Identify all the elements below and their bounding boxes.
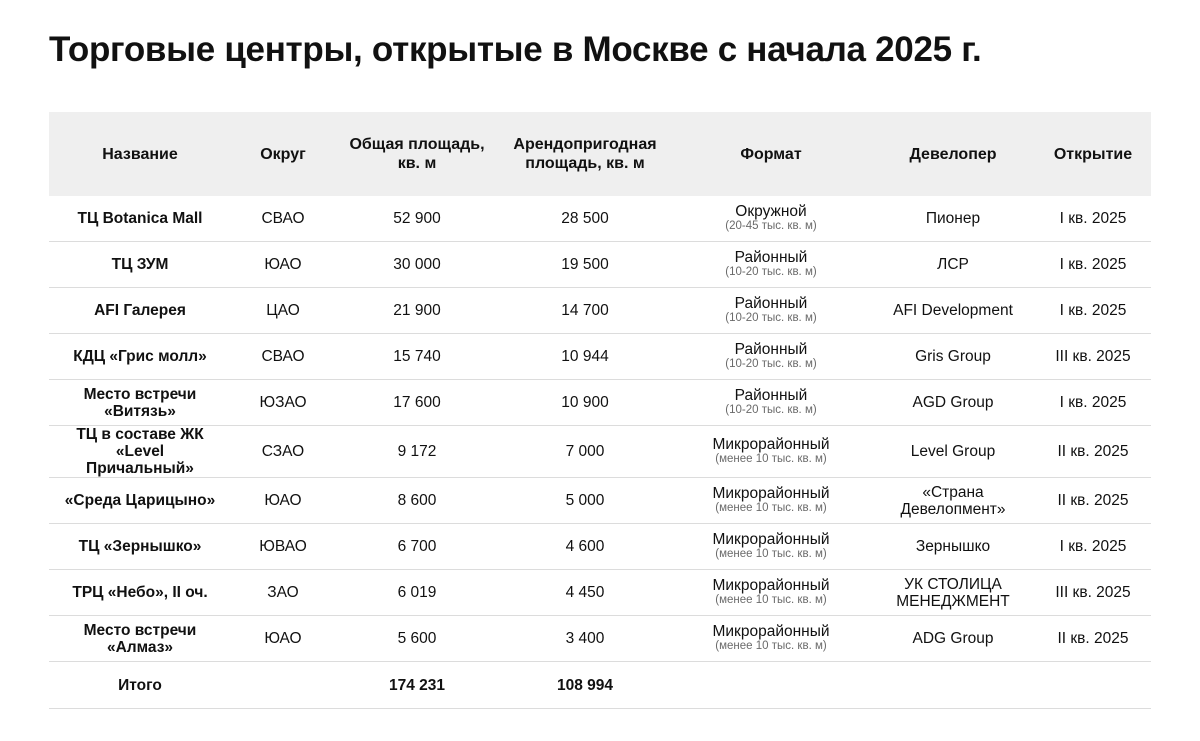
table-row (49, 570, 1151, 616)
total-label: Итого (49, 662, 231, 709)
format-size-note: (10-20 тыс. кв. м) (725, 312, 817, 324)
cell-opening (1035, 570, 1151, 616)
cell-opening (1035, 334, 1151, 380)
cell-rentable-area-text: 19 500 (561, 256, 609, 273)
cell-rentable-area (499, 380, 671, 426)
cell-format (671, 334, 871, 380)
cell-total-area (335, 478, 499, 524)
cell-district (231, 616, 335, 662)
format-label: Районный (734, 387, 808, 404)
cell-opening-text: I кв. 2025 (1059, 210, 1127, 227)
cell-district (231, 524, 335, 570)
cell-total-area-text: 9 172 (397, 443, 437, 460)
cell-developer (871, 380, 1035, 426)
cell-name-text: Место встречи «Алмаз» (83, 621, 197, 656)
total-empty-opening (1035, 662, 1151, 709)
table-row (49, 616, 1151, 662)
table-row (49, 426, 1151, 478)
cell-district-text: ЗАО (267, 584, 299, 601)
cell-total-area (335, 334, 499, 380)
cell-developer (871, 570, 1035, 616)
cell-rentable-area-text: 14 700 (561, 302, 609, 319)
table-row (49, 334, 1151, 380)
cell-opening-text: II кв. 2025 (1057, 443, 1129, 460)
cell-total-area (335, 380, 499, 426)
cell-opening (1035, 616, 1151, 662)
total-rentable-area: 108 994 (499, 662, 671, 709)
cell-district-text: ЮАО (264, 256, 302, 273)
cell-format (671, 288, 871, 334)
cell-opening-text: III кв. 2025 (1055, 584, 1131, 601)
header-district: Округ (231, 112, 335, 196)
cell-opening-text: II кв. 2025 (1057, 630, 1129, 647)
cell-rentable-area (499, 288, 671, 334)
total-row (49, 662, 1151, 709)
header-total-area (335, 112, 499, 196)
cell-opening-text: I кв. 2025 (1059, 256, 1127, 273)
cell-name (49, 196, 231, 242)
header-rentable-area (499, 112, 671, 196)
format-label: Микрорайонный (712, 436, 830, 453)
cell-opening-text: I кв. 2025 (1059, 394, 1127, 411)
cell-total-area-text: 30 000 (393, 256, 441, 273)
cell-developer (871, 478, 1035, 524)
cell-name-text: Место встречи «Витязь» (83, 385, 197, 420)
cell-name (49, 242, 231, 288)
cell-rentable-area-text: 10 944 (561, 348, 609, 365)
cell-rentable-area (499, 196, 671, 242)
format-label: Микрорайонный (712, 577, 830, 594)
cell-district (231, 242, 335, 288)
cell-opening (1035, 242, 1151, 288)
cell-rentable-area-text: 4 450 (565, 584, 605, 601)
cell-name (49, 616, 231, 662)
total-empty-format (671, 662, 871, 709)
cell-developer (871, 196, 1035, 242)
cell-district (231, 196, 335, 242)
cell-district-text: ЮВАО (259, 538, 307, 555)
cell-format (671, 426, 871, 478)
cell-name-text: ТЦ Botanica Mall (77, 210, 203, 227)
cell-district (231, 380, 335, 426)
cell-developer (871, 524, 1035, 570)
cell-total-area-text: 5 600 (397, 630, 437, 647)
total-total-area: 174 231 (335, 662, 499, 709)
cell-developer-text: Gris Group (915, 348, 991, 365)
format-size-note: (менее 10 тыс. кв. м) (715, 594, 827, 606)
cell-opening (1035, 196, 1151, 242)
header-developer: Девелопер (871, 112, 1035, 196)
cell-rentable-area-text: 28 500 (561, 210, 609, 227)
cell-district (231, 288, 335, 334)
format-size-note: (10-20 тыс. кв. м) (725, 266, 817, 278)
format-size-note: (менее 10 тыс. кв. м) (715, 502, 827, 514)
table-row (49, 196, 1151, 242)
header-rentable-area-label: Арендопригодная площадь, кв. м (513, 136, 657, 172)
cell-name-text: ТЦ «Зернышко» (78, 538, 202, 555)
cell-developer (871, 616, 1035, 662)
cell-district-text: ЦАО (266, 302, 300, 319)
cell-total-area-text: 8 600 (397, 492, 437, 509)
cell-total-area (335, 242, 499, 288)
cell-developer-text: AGD Group (912, 394, 994, 411)
header-total-area-label: Общая площадь, кв. м (349, 136, 485, 172)
cell-total-area (335, 288, 499, 334)
cell-developer (871, 426, 1035, 478)
table-row (49, 242, 1151, 288)
cell-opening-text: II кв. 2025 (1057, 492, 1129, 509)
cell-name-text: ТЦ в составе ЖК «Level Причальный» (76, 426, 204, 477)
table-row (49, 288, 1151, 334)
cell-rentable-area (499, 478, 671, 524)
cell-district-text: ЮАО (264, 630, 302, 647)
cell-total-area-text: 6 700 (397, 538, 437, 555)
cell-developer-text: Пионер (925, 210, 981, 227)
cell-rentable-area-text: 10 900 (561, 394, 609, 411)
cell-district-text: СВАО (261, 348, 305, 365)
cell-developer-text: УК СТОЛИЦА МЕНЕДЖМЕНТ (896, 575, 1010, 610)
cell-name (49, 570, 231, 616)
table-row (49, 524, 1151, 570)
cell-format (671, 616, 871, 662)
cell-opening (1035, 478, 1151, 524)
cell-total-area-text: 21 900 (393, 302, 441, 319)
cell-name (49, 334, 231, 380)
cell-opening (1035, 524, 1151, 570)
cell-district-text: ЮЗАО (259, 394, 307, 411)
cell-district-text: СЗАО (261, 443, 305, 460)
table-body (49, 196, 1151, 709)
cell-district-text: ЮАО (264, 492, 302, 509)
format-label: Районный (734, 295, 808, 312)
cell-rentable-area-text: 3 400 (565, 630, 605, 647)
cell-format (671, 570, 871, 616)
cell-opening (1035, 288, 1151, 334)
cell-total-area (335, 426, 499, 478)
header-opening: Открытие (1035, 112, 1151, 196)
table-row (49, 478, 1151, 524)
cell-opening-text: I кв. 2025 (1059, 302, 1127, 319)
cell-opening-text: III кв. 2025 (1055, 348, 1131, 365)
cell-format (671, 524, 871, 570)
cell-rentable-area-text: 7 000 (565, 443, 605, 460)
cell-total-area-text: 17 600 (393, 394, 441, 411)
header-format: Формат (671, 112, 871, 196)
format-label: Микрорайонный (712, 623, 830, 640)
table-header-row (49, 112, 1151, 196)
cell-rentable-area (499, 616, 671, 662)
cell-name (49, 524, 231, 570)
cell-format (671, 478, 871, 524)
cell-district (231, 570, 335, 616)
cell-name (49, 288, 231, 334)
cell-developer-text: ЛСР (937, 256, 969, 273)
format-size-note: (менее 10 тыс. кв. м) (715, 548, 827, 560)
malls-table (49, 112, 1151, 709)
format-size-note: (10-20 тыс. кв. м) (725, 358, 817, 370)
cell-name-text: AFI Галерея (94, 302, 186, 319)
cell-total-area-text: 6 019 (397, 584, 437, 601)
cell-rentable-area (499, 524, 671, 570)
total-empty-developer (871, 662, 1035, 709)
format-size-note: (менее 10 тыс. кв. м) (715, 453, 827, 465)
format-size-note: (менее 10 тыс. кв. м) (715, 640, 827, 652)
cell-district-text: СВАО (261, 210, 305, 227)
cell-district (231, 478, 335, 524)
cell-rentable-area (499, 426, 671, 478)
total-empty-district (231, 662, 335, 709)
format-label: Микрорайонный (712, 485, 830, 502)
cell-developer-text: AFI Development (893, 302, 1013, 319)
cell-name (49, 478, 231, 524)
cell-developer (871, 334, 1035, 380)
header-name: Название (49, 112, 231, 196)
cell-name (49, 426, 231, 478)
cell-opening-text: I кв. 2025 (1059, 538, 1127, 555)
cell-total-area (335, 570, 499, 616)
format-label: Районный (734, 341, 808, 358)
cell-developer-text: «Страна Девелопмент» (900, 483, 1006, 518)
format-label: Микрорайонный (712, 531, 830, 548)
cell-format (671, 380, 871, 426)
cell-developer-text: Зернышко (915, 538, 991, 555)
cell-rentable-area-text: 5 000 (565, 492, 605, 509)
cell-format (671, 242, 871, 288)
cell-district (231, 334, 335, 380)
cell-opening (1035, 426, 1151, 478)
cell-total-area-text: 52 900 (393, 210, 441, 227)
cell-format (671, 196, 871, 242)
cell-rentable-area (499, 334, 671, 380)
cell-name (49, 380, 231, 426)
cell-rentable-area-text: 4 600 (565, 538, 605, 555)
cell-developer-text: Level Group (910, 443, 996, 460)
format-label: Районный (734, 249, 808, 266)
cell-district (231, 426, 335, 478)
format-size-note: (10-20 тыс. кв. м) (725, 404, 817, 416)
cell-name-text: «Среда Царицыно» (64, 492, 216, 509)
cell-name-text: КДЦ «Грис молл» (73, 348, 207, 365)
cell-total-area (335, 616, 499, 662)
cell-name-text: ТЦ ЗУМ (111, 256, 169, 273)
cell-rentable-area (499, 242, 671, 288)
cell-name-text: ТРЦ «Небо», II оч. (72, 584, 208, 601)
cell-developer-text: ADG Group (912, 630, 994, 647)
format-label: Окружной (735, 203, 807, 220)
cell-opening (1035, 380, 1151, 426)
cell-rentable-area (499, 570, 671, 616)
page-title: Торговые центры, открытые в Москве с начала 2025 г. (49, 30, 982, 69)
cell-total-area (335, 196, 499, 242)
table-row (49, 380, 1151, 426)
format-size-note: (20-45 тыс. кв. м) (725, 220, 817, 232)
cell-developer (871, 242, 1035, 288)
cell-total-area-text: 15 740 (393, 348, 441, 365)
cell-total-area (335, 524, 499, 570)
cell-developer (871, 288, 1035, 334)
